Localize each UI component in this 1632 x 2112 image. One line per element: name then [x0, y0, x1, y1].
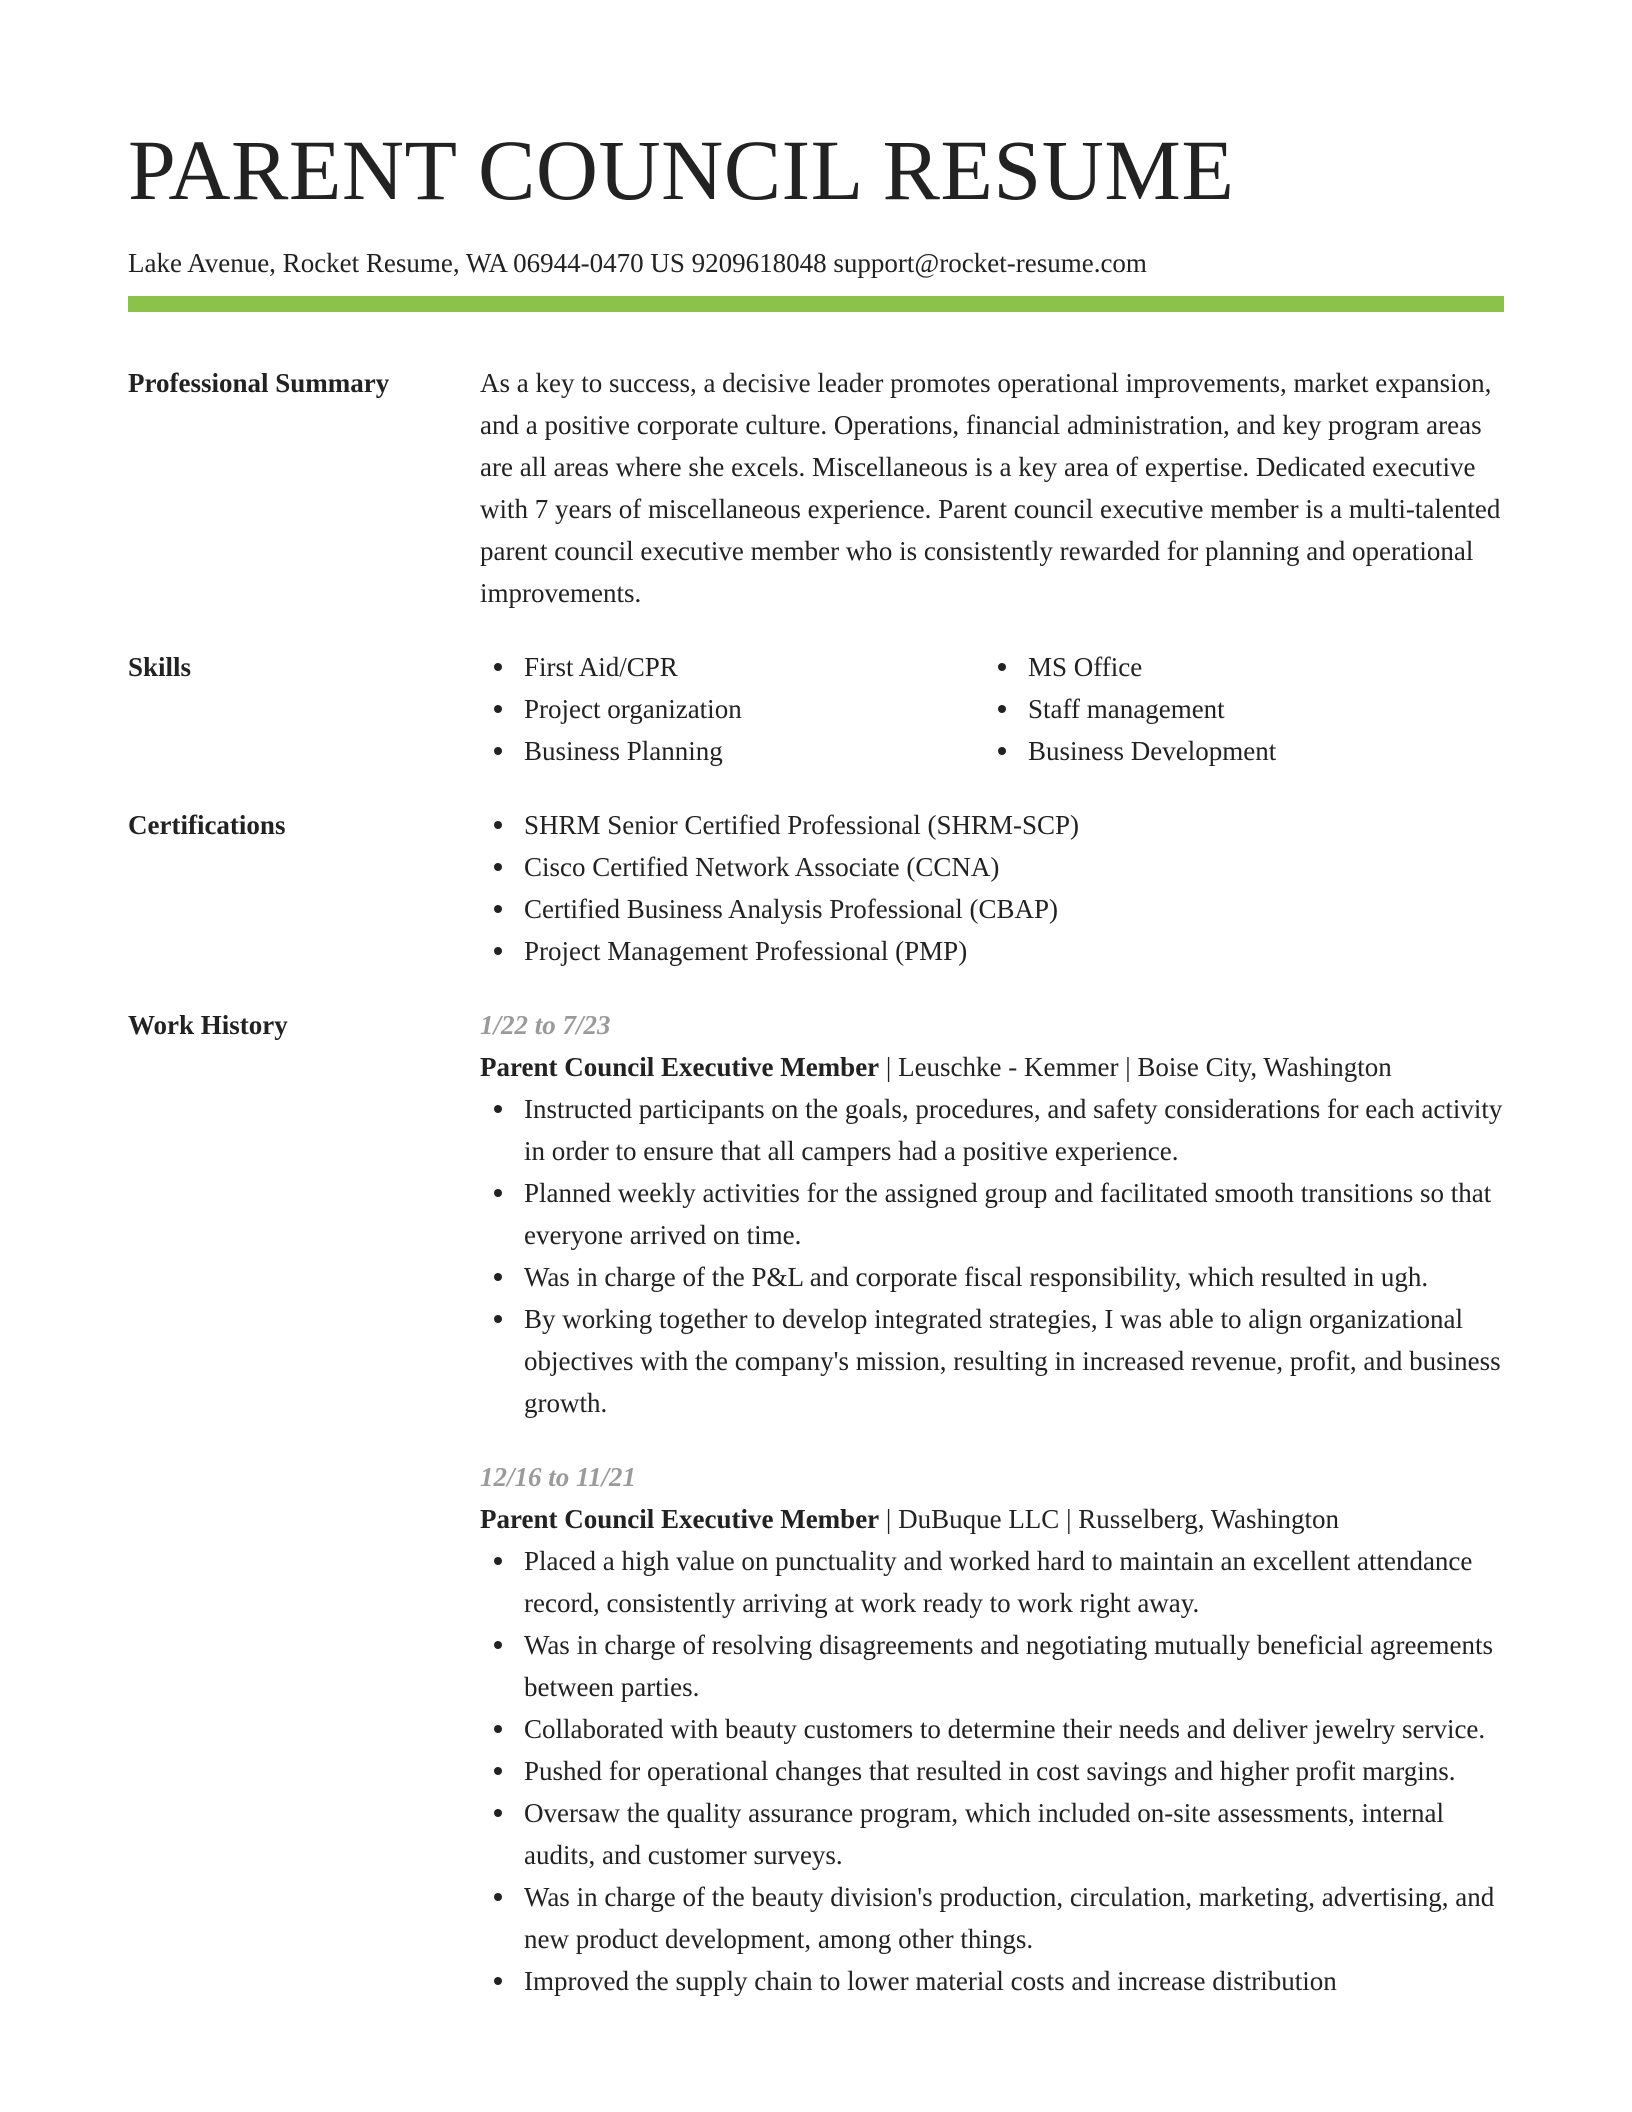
skills-column-1: [480, 646, 984, 772]
resume-page: [128, 0, 1504, 2002]
job-details: | DuBuque LLC | Russelberg, Washington: [879, 1504, 1340, 1534]
job-duty: Placed a high value on punctuality and worked hard to maintain an excellent attendance record, consistently arriving at work ready to work right away.: [480, 1540, 1504, 1624]
resume-title: PARENT COUNCIL RESUME: [128, 122, 1235, 218]
job-dates: 1/22 to 7/23: [480, 1010, 611, 1040]
job-duty: By working together to develop integrated strategies, I was able to align organizational objectives with the company's mission, resulting in increased revenue, profit, and business growth.: [480, 1298, 1504, 1424]
job-details: | Leuschke - Kemmer | Boise City, Washington: [879, 1052, 1392, 1082]
job-duty: Collaborated with beauty customers to determine their needs and deliver jewelry service.: [480, 1708, 1504, 1750]
job-duty: Was in charge of resolving disagreements and negotiating mutually beneficial agreements between parties.: [480, 1624, 1504, 1708]
job-duty: Oversaw the quality assurance program, which included on-site assessments, internal audits, and customer surveys.: [480, 1792, 1504, 1876]
certification-item: Project Management Professional (PMP): [480, 930, 1504, 972]
job-duty: Improved the supply chain to lower material costs and increase distribution: [480, 1960, 1504, 2002]
skill-item: Business Planning: [480, 730, 984, 772]
job-duty: Instructed participants on the goals, procedures, and safety considerations for each activity in order to ensure that all campers had a positive experience.: [480, 1088, 1504, 1172]
certifications-section: [128, 804, 1504, 972]
job-duty: Was in charge of the P&L and corporate fiscal responsibility, which resulted in ugh.: [480, 1256, 1504, 1298]
certifications-content: [480, 804, 1504, 972]
job-duty: Pushed for operational changes that resulted in cost savings and higher profit margins.: [480, 1750, 1504, 1792]
skill-item: First Aid/CPR: [480, 646, 984, 688]
summary-label: Professional Summary: [128, 368, 390, 398]
work-history-label: Work History: [128, 1010, 288, 1040]
skills-label: Skills: [128, 652, 192, 682]
contact-info: Lake Avenue, Rocket Resume, WA 06944-0470 US 9209618048 support@rocket-resume.com: [128, 248, 1147, 278]
certification-item: Cisco Certified Network Associate (CCNA): [480, 846, 1504, 888]
job-duties-list: [480, 1088, 1504, 1424]
summary-section: [128, 362, 1504, 614]
job-duty: Was in charge of the beauty division's production, circulation, marketing, advertising, and new product development, among other things.: [480, 1876, 1504, 1960]
job-duty: Planned weekly activities for the assigned group and facilitated smooth transitions so that everyone arrived on time.: [480, 1172, 1504, 1256]
skill-item: Staff management: [984, 688, 1488, 730]
header-divider: [128, 296, 1504, 312]
certifications-list: [480, 804, 1504, 972]
job-duties-list: [480, 1540, 1504, 2002]
work-history-section: [128, 1004, 1504, 2002]
job-heading: [480, 1498, 1504, 1540]
job-title: Parent Council Executive Member: [480, 1052, 880, 1082]
skill-item: Business Development: [984, 730, 1488, 772]
summary-text: As a key to success, a decisive leader promotes operational improvements, market expansion, and a positive corporate culture. Operations, financial administration, and key program areas are all areas where she excels. Miscellaneous is a key area of expertise. Dedicated executive with 7 years of miscellaneous experience. Parent council executive member is a multi-talented parent council executive member who is consistently rewarded for planning and operational improvements.: [480, 368, 1501, 608]
job-title: Parent Council Executive Member: [480, 1504, 880, 1534]
job-dates: 12/16 to 11/21: [480, 1462, 637, 1492]
skills-grid: [480, 646, 1504, 772]
certification-item: SHRM Senior Certified Professional (SHRM-SCP): [480, 804, 1504, 846]
certifications-label: Certifications: [128, 810, 286, 840]
skills-section: [128, 646, 1504, 772]
job-heading: [480, 1046, 1504, 1088]
skill-item: Project organization: [480, 688, 984, 730]
job-entry: [480, 1456, 1504, 2002]
work-history-content: [480, 1004, 1504, 2002]
certification-item: Certified Business Analysis Professional (CBAP): [480, 888, 1504, 930]
skill-item: MS Office: [984, 646, 1488, 688]
skills-column-2: [984, 646, 1488, 772]
job-entry: [480, 1004, 1504, 1424]
